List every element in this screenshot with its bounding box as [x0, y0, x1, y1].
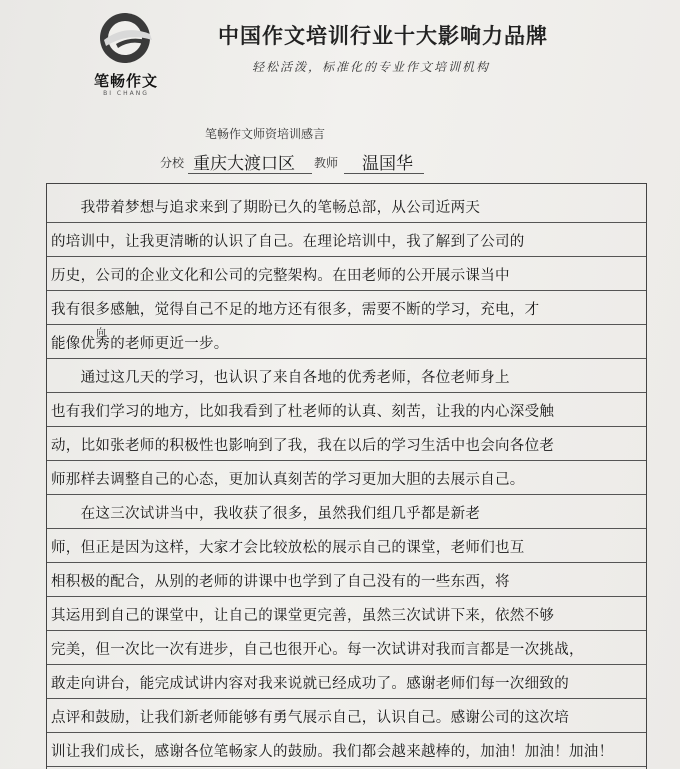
essay-line: 相积极的配合，从别的老师的讲课中也学到了自己没有的一些东西，将 — [51, 574, 510, 590]
bichang-logo-icon — [94, 10, 156, 66]
essay-line: 也有我们学习的地方，比如我看到了杜老师的认真、刻苦，让我的内心深受触 — [51, 404, 555, 420]
essay-line: 通过这几天的学习，也认识了来自各地的优秀老师，各位老师身上 — [51, 370, 510, 386]
logo — [80, 10, 172, 97]
brand-subtitle: 轻松活泼，标准化的专业作文培训机构 — [252, 60, 491, 74]
form-heading: 笔畅作文师资培训感言 — [205, 127, 326, 141]
essay-line: 师那样去调整自己的心态，更加认真刻苦的学习更加大胆的去展示自己。 — [51, 472, 525, 488]
essay-line: 师，但正是因为这样，大家才会比较放松的展示自己的课堂，老师们也互 — [51, 540, 525, 556]
essay-line: 点评和鼓励，让我们新老师能够有勇气展示自己，认识自己。感谢公司的这次培 — [51, 710, 569, 726]
essay-line: 在这三次试讲当中，我收获了很多，虽然我们组几乎都是新老 — [51, 506, 481, 522]
branch-underline — [188, 173, 312, 174]
essay-line: 能像优秀的老师更近一步。 — [51, 336, 229, 352]
essay-line: 其运用到自己的课堂中，让自己的课堂更完善，虽然三次试讲下来，依然不够 — [51, 608, 555, 624]
essay-line: 我带着梦想与追求来到了期盼已久的笔畅总部，从公司近两天 — [51, 200, 481, 216]
essay-line: 敢走向讲台，能完成试讲内容对我来说就已经成功了。感谢老师们每一次细致的 — [51, 676, 569, 692]
essay-line: 我有很多感触，觉得自己不足的地方还有很多，需要不断的学习，充电，才 — [51, 302, 540, 318]
branch-value: 重庆大渡口区 — [193, 154, 295, 174]
teacher-underline — [344, 173, 424, 174]
teacher-label: 教师 — [314, 156, 339, 170]
brand-title: 中国作文培训行业十大影响力品牌 — [218, 24, 548, 48]
essay-line: 动，比如张老师的积极性也影响到了我，我在以后的学习生活中也会向各位老 — [51, 438, 555, 454]
essay-line: 的培训中，让我更清晰的认识了自己。在理论培训中，我了解到了公司的 — [51, 234, 525, 250]
branch-label: 分校 — [160, 156, 185, 170]
essay-line: 完美，但一次比一次有进步，自己也很开心。每一次试讲对我而言都是一次挑战， — [51, 642, 584, 658]
essay-box — [46, 183, 647, 769]
teacher-value: 温国华 — [362, 154, 413, 174]
logo-pinyin: BI CHANG — [103, 90, 149, 97]
insertion-mark: 向 — [96, 328, 106, 339]
logo-text: 笔畅作文 — [93, 72, 158, 90]
essay-line: 历史，公司的企业文化和公司的完整架构。在田老师的公开展示课当中 — [51, 268, 510, 284]
essay-line: 训让我们成长，感谢各位笔畅家人的鼓励。我们都会越来越棒的，加油！加油！加油！ — [51, 744, 614, 760]
